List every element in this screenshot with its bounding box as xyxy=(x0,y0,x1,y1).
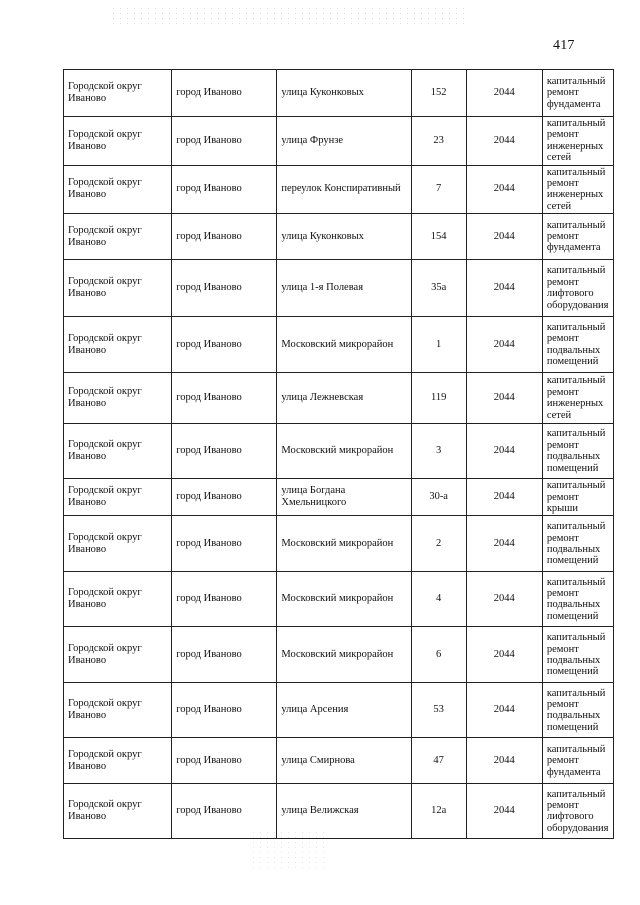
table-row xyxy=(64,260,614,317)
work-type-cell: капитальный ремонт лифтового оборудования xyxy=(542,260,613,317)
house-number-cell: 7 xyxy=(411,165,466,214)
work-type-cell: капитальный ремонт подвальных помещений xyxy=(542,424,613,479)
year-cell: 2044 xyxy=(466,373,542,424)
table-row xyxy=(64,117,614,166)
municipality-cell: Городской округ Иваново xyxy=(64,70,172,117)
year-cell: 2044 xyxy=(466,260,542,317)
year-cell: 2044 xyxy=(466,738,542,784)
table-row xyxy=(64,627,614,683)
year-cell: 2044 xyxy=(466,683,542,738)
table-row xyxy=(64,516,614,572)
year-cell: 2044 xyxy=(466,117,542,166)
work-type-cell: капитальный ремонт фундамента xyxy=(542,70,613,117)
year-cell: 2044 xyxy=(466,784,542,839)
city-cell: город Иваново xyxy=(172,373,277,424)
year-cell: 2044 xyxy=(466,572,542,627)
house-number-cell: 35а xyxy=(411,260,466,317)
house-number-cell: 30-а xyxy=(411,479,466,516)
street-cell: улица Велижская xyxy=(277,784,411,839)
year-cell: 2044 xyxy=(466,317,542,373)
house-number-cell: 53 xyxy=(411,683,466,738)
year-cell: 2044 xyxy=(466,479,542,516)
house-number-cell: 1 xyxy=(411,317,466,373)
city-cell: город Иваново xyxy=(172,784,277,839)
municipality-cell: Городской округ Иваново xyxy=(64,214,172,260)
year-cell: 2044 xyxy=(466,70,542,117)
house-number-cell: 12а xyxy=(411,784,466,839)
street-cell: улица Куконковых xyxy=(277,214,411,260)
table-row xyxy=(64,738,614,784)
city-cell: город Иваново xyxy=(172,572,277,627)
table-row xyxy=(64,165,614,214)
city-cell: город Иваново xyxy=(172,317,277,373)
year-cell: 2044 xyxy=(466,424,542,479)
table-row xyxy=(64,784,614,839)
work-type-cell: капитальный ремонт крыши xyxy=(542,479,613,516)
work-type-cell: капитальный ремонт инженерных сетей xyxy=(542,117,613,166)
table-body xyxy=(64,70,614,839)
house-number-cell: 2 xyxy=(411,516,466,572)
house-number-cell: 6 xyxy=(411,627,466,683)
table-row xyxy=(64,317,614,373)
work-type-cell: капитальный ремонт инженерных сетей xyxy=(542,165,613,214)
page-number: 417 xyxy=(553,38,575,53)
house-number-cell: 154 xyxy=(411,214,466,260)
city-cell: город Иваново xyxy=(172,70,277,117)
city-cell: город Иваново xyxy=(172,738,277,784)
city-cell: город Иваново xyxy=(172,165,277,214)
work-type-cell: капитальный ремонт подвальных помещений xyxy=(542,683,613,738)
repair-schedule-table xyxy=(63,69,614,839)
street-cell: Московский микрорайон xyxy=(277,424,411,479)
street-cell: улица 1-я Полевая xyxy=(277,260,411,317)
street-cell: Московский микрорайон xyxy=(277,516,411,572)
municipality-cell: Городской округ Иваново xyxy=(64,373,172,424)
house-number-cell: 23 xyxy=(411,117,466,166)
work-type-cell: капитальный ремонт лифтового оборудования xyxy=(542,784,613,839)
municipality-cell: Городской округ Иваново xyxy=(64,572,172,627)
table-row xyxy=(64,373,614,424)
municipality-cell: Городской округ Иваново xyxy=(64,479,172,516)
work-type-cell: капитальный ремонт подвальных помещений xyxy=(542,627,613,683)
municipality-cell: Городской округ Иваново xyxy=(64,784,172,839)
street-cell: улица Лежневская xyxy=(277,373,411,424)
work-type-cell: капитальный ремонт подвальных помещений xyxy=(542,572,613,627)
work-type-cell: капитальный ремонт фундамента xyxy=(542,738,613,784)
year-cell: 2044 xyxy=(466,165,542,214)
municipality-cell: Городской округ Иваново xyxy=(64,117,172,166)
city-cell: город Иваново xyxy=(172,214,277,260)
city-cell: город Иваново xyxy=(172,260,277,317)
table-row xyxy=(64,424,614,479)
city-cell: город Иваново xyxy=(172,424,277,479)
year-cell: 2044 xyxy=(466,627,542,683)
work-type-cell: капитальный ремонт подвальных помещений xyxy=(542,516,613,572)
street-cell: улица Богдана Хмельницкого xyxy=(277,479,411,516)
street-cell: улица Смирнова xyxy=(277,738,411,784)
scan-artifact xyxy=(250,830,330,870)
municipality-cell: Городской округ Иваново xyxy=(64,627,172,683)
table-row xyxy=(64,479,614,516)
municipality-cell: Городской округ Иваново xyxy=(64,165,172,214)
work-type-cell: капитальный ремонт фундамента xyxy=(542,214,613,260)
municipality-cell: Городской округ Иваново xyxy=(64,738,172,784)
city-cell: город Иваново xyxy=(172,683,277,738)
work-type-cell: капитальный ремонт инженерных сетей xyxy=(542,373,613,424)
municipality-cell: Городской округ Иваново xyxy=(64,683,172,738)
house-number-cell: 3 xyxy=(411,424,466,479)
year-cell: 2044 xyxy=(466,516,542,572)
house-number-cell: 47 xyxy=(411,738,466,784)
city-cell: город Иваново xyxy=(172,627,277,683)
city-cell: город Иваново xyxy=(172,479,277,516)
table-row xyxy=(64,572,614,627)
street-cell: улица Фрунзе xyxy=(277,117,411,166)
house-number-cell: 119 xyxy=(411,373,466,424)
street-cell: переулок Конспиративный xyxy=(277,165,411,214)
municipality-cell: Городской округ Иваново xyxy=(64,317,172,373)
municipality-cell: Городской округ Иваново xyxy=(64,424,172,479)
table-row xyxy=(64,70,614,117)
street-cell: Московский микрорайон xyxy=(277,317,411,373)
work-type-cell: капитальный ремонт подвальных помещений xyxy=(542,317,613,373)
municipality-cell: Городской округ Иваново xyxy=(64,260,172,317)
street-cell: улица Арсения xyxy=(277,683,411,738)
table-row xyxy=(64,683,614,738)
city-cell: город Иваново xyxy=(172,117,277,166)
year-cell: 2044 xyxy=(466,214,542,260)
municipality-cell: Городской округ Иваново xyxy=(64,516,172,572)
table-row xyxy=(64,214,614,260)
street-cell: Московский микрорайон xyxy=(277,572,411,627)
street-cell: улица Куконковых xyxy=(277,70,411,117)
city-cell: город Иваново xyxy=(172,516,277,572)
house-number-cell: 4 xyxy=(411,572,466,627)
scan-artifact xyxy=(110,6,470,28)
house-number-cell: 152 xyxy=(411,70,466,117)
street-cell: Московский микрорайон xyxy=(277,627,411,683)
